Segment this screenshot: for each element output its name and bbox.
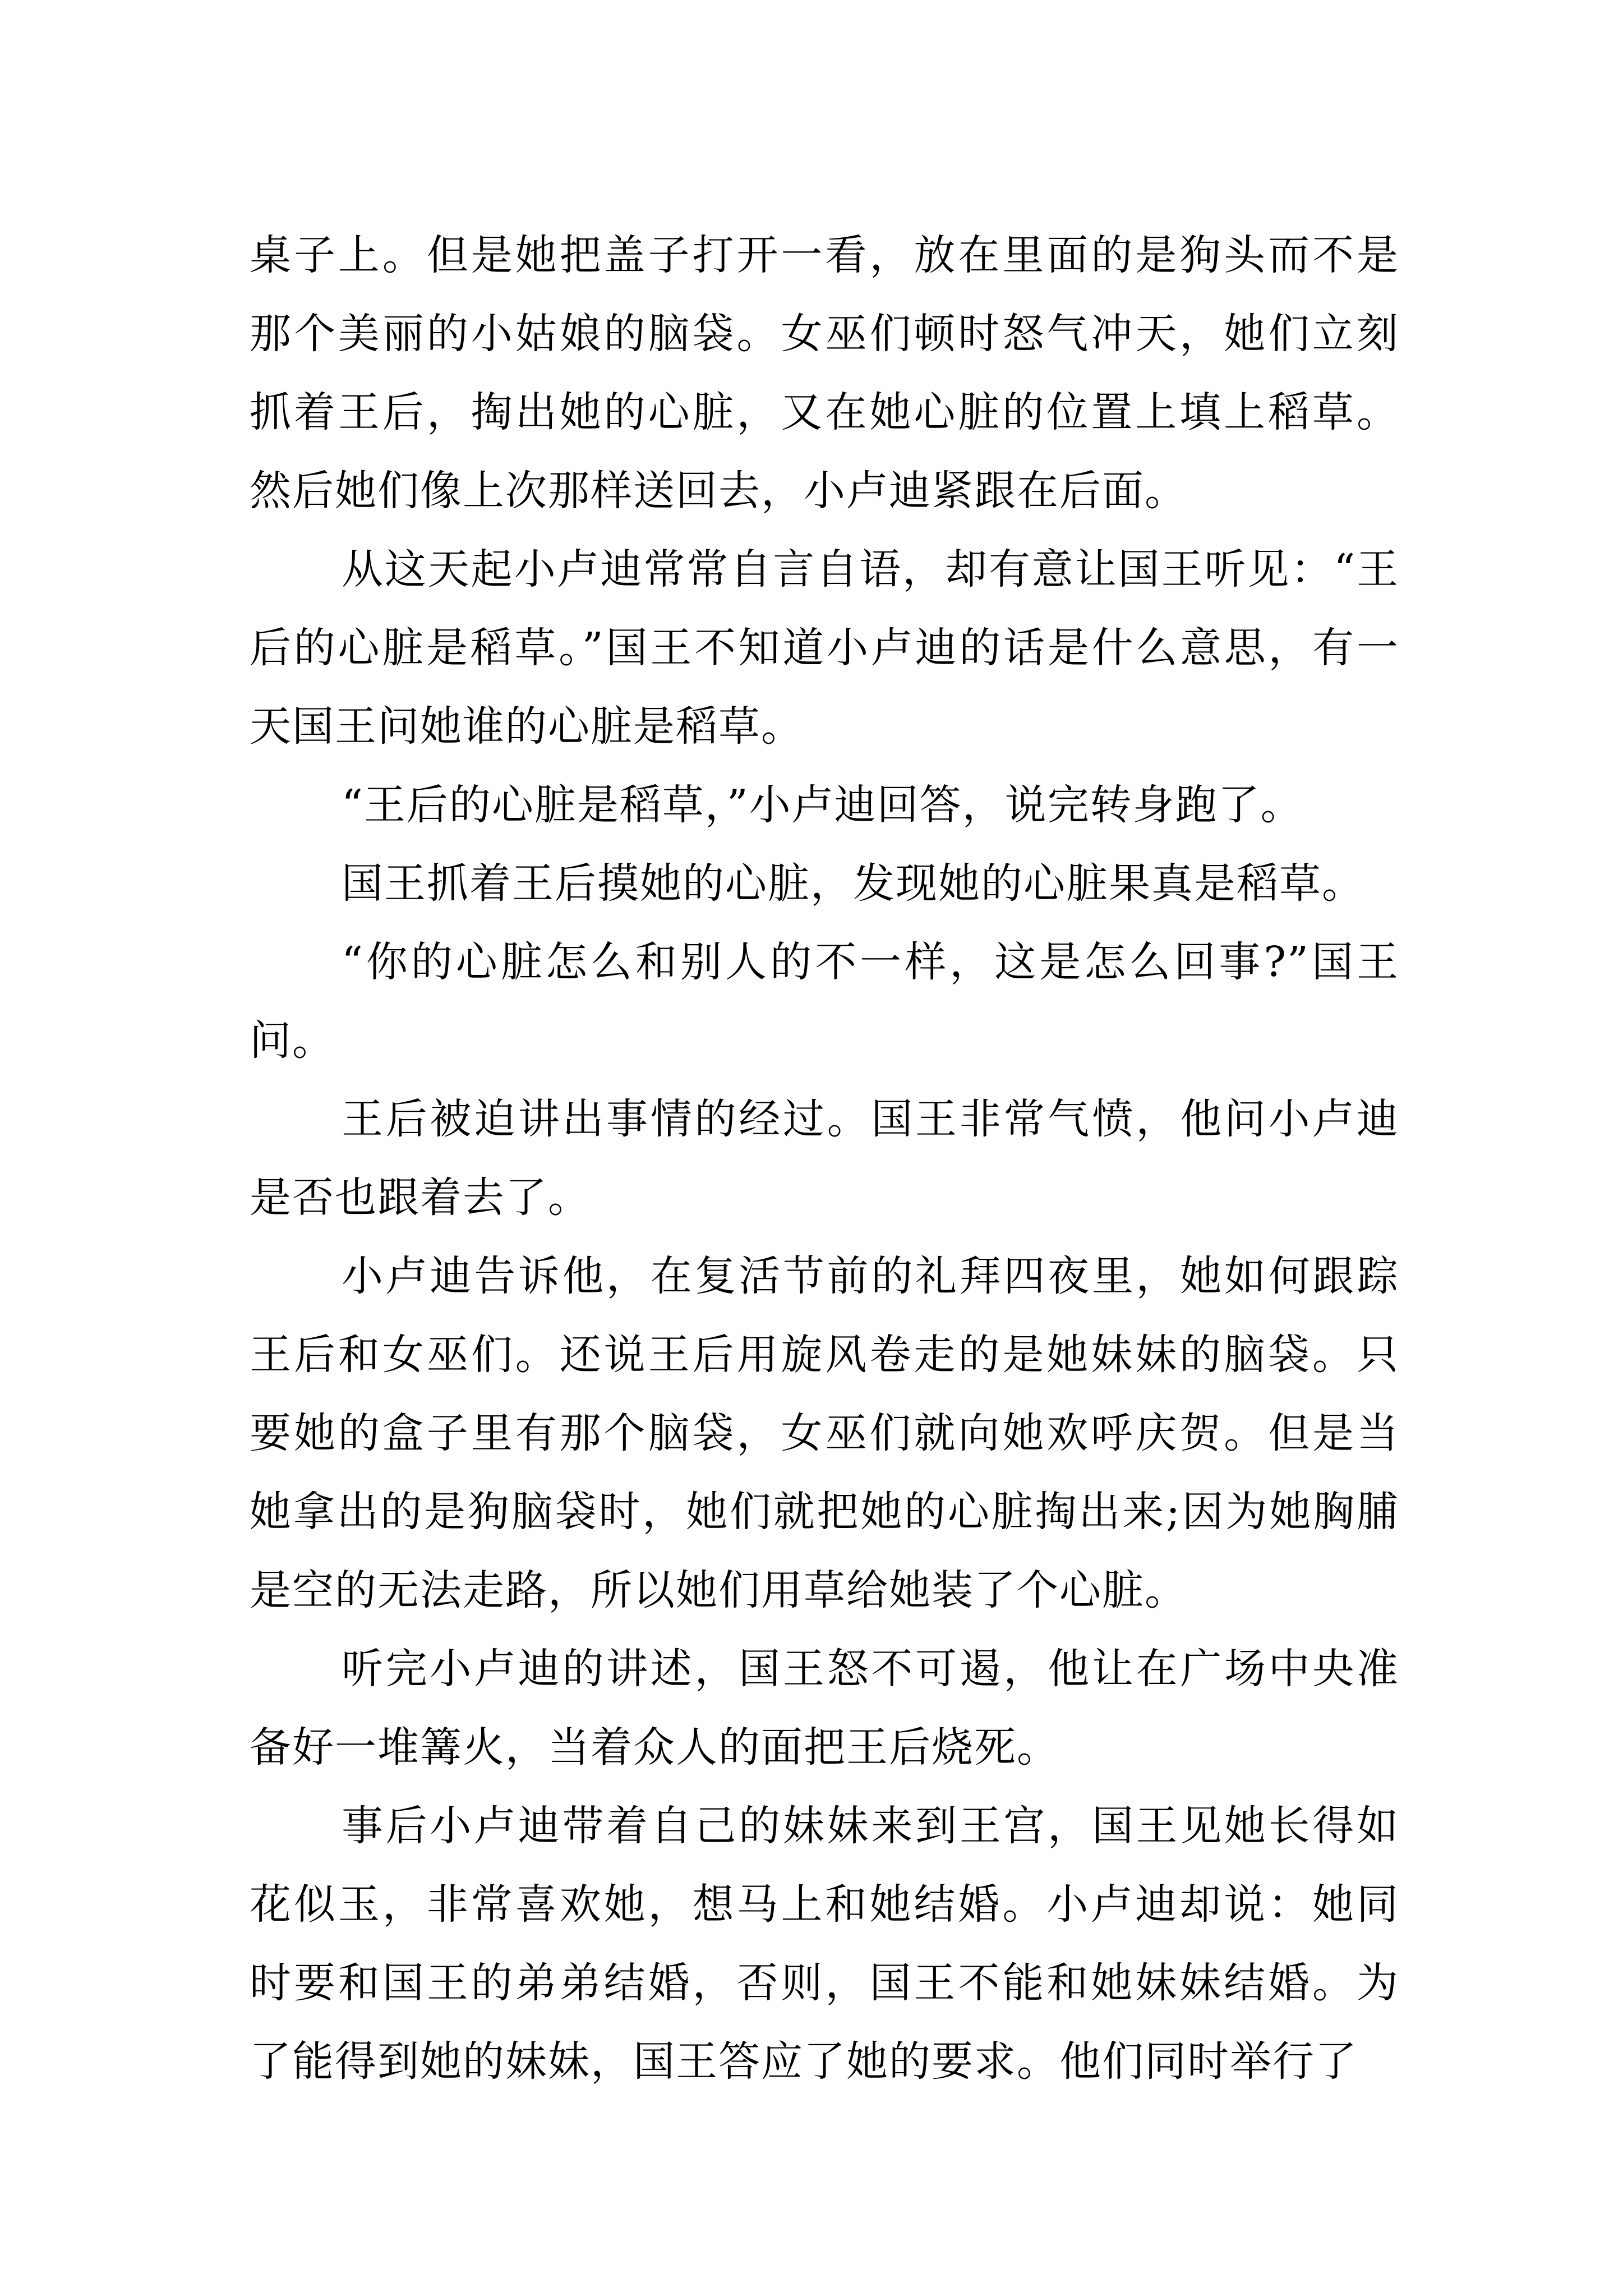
paragraph-7: 小卢迪告诉他，在复活节前的礼拜四夜里，她如何跟踪王后和女巫们。还说王后用旋风卷走的是她妹妹的脑袋。只要她的盒子里有那个脑袋，女巫们就向她欢呼庆贺。但是当她拿出的是狗脑袋时，她们就把她的心脏掏出来;因为她胸脯是空的无法走路，所以她们用草给她装了个心脏。 bbox=[250, 1252, 1399, 1614]
paragraph-6: 王后被迫讲出事情的经过。国王非常气愤，他问小卢迪是否也跟着去了。 bbox=[250, 1095, 1399, 1222]
paragraph-2: 从这天起小卢迪常常自言自语，却有意让国王听见：“王后的心脏是稻草。”国王不知道小卢迪的话是什么意思，有一天国王问她谁的心脏是稻草。 bbox=[250, 545, 1399, 751]
paragraph-3: “王后的心脏是稻草，”小卢迪回答，说完转身跑了。 bbox=[342, 781, 1303, 829]
paragraph-9: 事后小卢迪带着自己的妹妹来到王宫，国王见她长得如花似玉，非常喜欢她，想马上和她结婚。小卢迪却说：她同时要和国王的弟弟结婚，否则，国王不能和她妹妹结婚。为了能得到她的妹妹，国王答应了她的要求。他们同时举行了 bbox=[250, 1802, 1399, 2086]
paragraph-8: 听完小卢迪的讲述，国王怒不可遏，他让在广场中央准备好一堆篝火，当着众人的面把王后烧死。 bbox=[250, 1645, 1399, 1772]
paragraph-1: 桌子上。但是她把盖子打开一看，放在里面的是狗头而不是那个美丽的小姑娘的脑袋。女巫们顿时怒气冲天，她们立刻抓着王后，掏出她的心脏，又在她心脏的位置上填上稻草。然后她们像上次那样送回去，小卢迪紧跟在后面。 bbox=[250, 231, 1399, 515]
paragraph-5: “你的心脏怎么和别人的不一样，这是怎么回事?”国王问。 bbox=[250, 938, 1399, 1065]
body-text bbox=[250, 216, 1399, 2101]
paragraph-4: 国王抓着王后摸她的心脏，发现她的心脏果真是稻草。 bbox=[342, 859, 1364, 908]
